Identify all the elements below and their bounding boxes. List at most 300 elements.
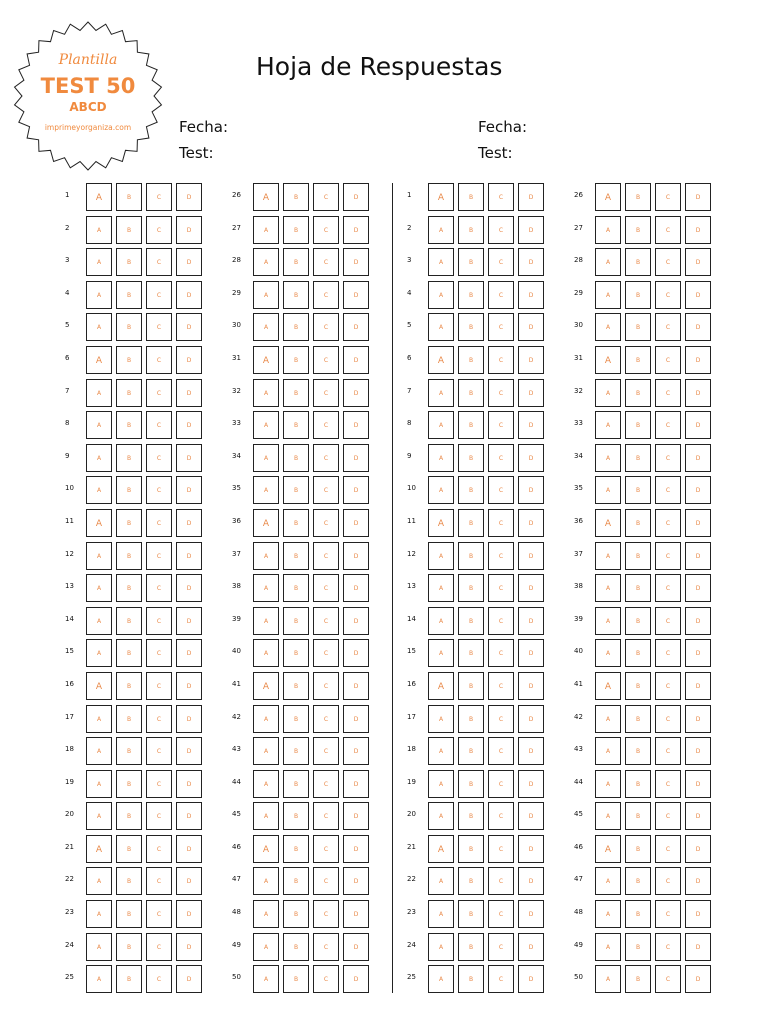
option-box-a[interactable]: A: [253, 770, 279, 798]
option-box-c[interactable]: C: [146, 476, 172, 504]
option-box-b[interactable]: B: [116, 379, 142, 407]
option-box-c[interactable]: C: [655, 281, 681, 309]
option-box-b[interactable]: B: [283, 705, 309, 733]
option-box-a[interactable]: A: [428, 379, 454, 407]
option-box-c[interactable]: C: [313, 313, 339, 341]
option-box-a[interactable]: A: [595, 835, 621, 863]
option-box-d[interactable]: D: [176, 281, 202, 309]
option-box-c[interactable]: C: [655, 183, 681, 211]
option-box-c[interactable]: C: [146, 933, 172, 961]
option-box-b[interactable]: B: [116, 444, 142, 472]
option-box-b[interactable]: B: [116, 476, 142, 504]
option-box-a[interactable]: A: [428, 607, 454, 635]
option-box-b[interactable]: B: [458, 281, 484, 309]
option-box-b[interactable]: B: [116, 313, 142, 341]
option-box-c[interactable]: C: [488, 672, 514, 700]
option-box-b[interactable]: B: [458, 183, 484, 211]
option-box-a[interactable]: A: [428, 737, 454, 765]
option-box-a[interactable]: A: [428, 444, 454, 472]
option-box-a[interactable]: A: [595, 542, 621, 570]
option-box-a[interactable]: A: [86, 737, 112, 765]
option-box-b[interactable]: B: [116, 965, 142, 993]
option-box-c[interactable]: C: [313, 542, 339, 570]
option-box-d[interactable]: D: [343, 379, 369, 407]
option-box-a[interactable]: A: [428, 933, 454, 961]
option-box-c[interactable]: C: [146, 509, 172, 537]
option-box-c[interactable]: C: [146, 607, 172, 635]
option-box-d[interactable]: D: [685, 313, 711, 341]
option-box-b[interactable]: B: [283, 835, 309, 863]
option-box-c[interactable]: C: [655, 411, 681, 439]
option-box-b[interactable]: B: [283, 281, 309, 309]
option-box-a[interactable]: A: [595, 379, 621, 407]
option-box-d[interactable]: D: [518, 542, 544, 570]
option-box-a[interactable]: A: [86, 900, 112, 928]
option-box-b[interactable]: B: [458, 411, 484, 439]
option-box-c[interactable]: C: [146, 444, 172, 472]
option-box-b[interactable]: B: [625, 705, 651, 733]
option-box-a[interactable]: A: [428, 965, 454, 993]
option-box-b[interactable]: B: [458, 346, 484, 374]
option-box-b[interactable]: B: [458, 737, 484, 765]
option-box-b[interactable]: B: [116, 705, 142, 733]
option-box-a[interactable]: A: [428, 705, 454, 733]
option-box-d[interactable]: D: [518, 574, 544, 602]
option-box-c[interactable]: C: [655, 346, 681, 374]
option-box-c[interactable]: C: [488, 281, 514, 309]
option-box-c[interactable]: C: [488, 509, 514, 537]
option-box-a[interactable]: A: [595, 509, 621, 537]
option-box-c[interactable]: C: [488, 639, 514, 667]
option-box-c[interactable]: C: [655, 900, 681, 928]
option-box-d[interactable]: D: [343, 705, 369, 733]
option-box-b[interactable]: B: [625, 248, 651, 276]
option-box-c[interactable]: C: [313, 346, 339, 374]
option-box-d[interactable]: D: [343, 965, 369, 993]
option-box-c[interactable]: C: [146, 672, 172, 700]
option-box-c[interactable]: C: [655, 476, 681, 504]
option-box-b[interactable]: B: [283, 802, 309, 830]
option-box-d[interactable]: D: [685, 639, 711, 667]
option-box-d[interactable]: D: [518, 216, 544, 244]
option-box-a[interactable]: A: [595, 900, 621, 928]
option-box-b[interactable]: B: [116, 835, 142, 863]
option-box-b[interactable]: B: [625, 802, 651, 830]
option-box-d[interactable]: D: [176, 900, 202, 928]
option-box-c[interactable]: C: [655, 509, 681, 537]
option-box-a[interactable]: A: [428, 542, 454, 570]
option-box-d[interactable]: D: [343, 672, 369, 700]
option-box-a[interactable]: A: [428, 183, 454, 211]
option-box-a[interactable]: A: [86, 672, 112, 700]
option-box-b[interactable]: B: [458, 770, 484, 798]
option-box-d[interactable]: D: [685, 542, 711, 570]
option-box-b[interactable]: B: [116, 183, 142, 211]
option-box-d[interactable]: D: [343, 281, 369, 309]
option-box-d[interactable]: D: [685, 248, 711, 276]
option-box-d[interactable]: D: [685, 802, 711, 830]
option-box-a[interactable]: A: [253, 542, 279, 570]
option-box-c[interactable]: C: [655, 444, 681, 472]
option-box-b[interactable]: B: [458, 705, 484, 733]
option-box-c[interactable]: C: [488, 313, 514, 341]
option-box-a[interactable]: A: [595, 574, 621, 602]
option-box-c[interactable]: C: [146, 248, 172, 276]
option-box-b[interactable]: B: [116, 248, 142, 276]
option-box-c[interactable]: C: [488, 705, 514, 733]
option-box-b[interactable]: B: [116, 770, 142, 798]
option-box-b[interactable]: B: [458, 476, 484, 504]
option-box-a[interactable]: A: [86, 281, 112, 309]
option-box-d[interactable]: D: [176, 346, 202, 374]
option-box-d[interactable]: D: [176, 444, 202, 472]
option-box-a[interactable]: A: [253, 281, 279, 309]
option-box-d[interactable]: D: [518, 705, 544, 733]
option-box-a[interactable]: A: [428, 346, 454, 374]
option-box-a[interactable]: A: [253, 379, 279, 407]
option-box-d[interactable]: D: [518, 933, 544, 961]
option-box-a[interactable]: A: [595, 737, 621, 765]
option-box-c[interactable]: C: [655, 965, 681, 993]
option-box-a[interactable]: A: [595, 183, 621, 211]
option-box-b[interactable]: B: [625, 639, 651, 667]
option-box-a[interactable]: A: [253, 411, 279, 439]
option-box-b[interactable]: B: [625, 411, 651, 439]
option-box-c[interactable]: C: [313, 248, 339, 276]
option-box-c[interactable]: C: [146, 639, 172, 667]
option-box-a[interactable]: A: [595, 802, 621, 830]
option-box-a[interactable]: A: [253, 313, 279, 341]
option-box-c[interactable]: C: [655, 705, 681, 733]
option-box-b[interactable]: B: [458, 509, 484, 537]
option-box-a[interactable]: A: [253, 509, 279, 537]
option-box-a[interactable]: A: [86, 476, 112, 504]
option-box-d[interactable]: D: [176, 216, 202, 244]
option-box-a[interactable]: A: [595, 313, 621, 341]
option-box-b[interactable]: B: [625, 216, 651, 244]
option-box-b[interactable]: B: [283, 183, 309, 211]
option-box-a[interactable]: A: [253, 900, 279, 928]
option-box-d[interactable]: D: [343, 411, 369, 439]
option-box-d[interactable]: D: [176, 313, 202, 341]
option-box-c[interactable]: C: [146, 574, 172, 602]
option-box-d[interactable]: D: [685, 900, 711, 928]
option-box-a[interactable]: A: [428, 639, 454, 667]
option-box-c[interactable]: C: [488, 542, 514, 570]
option-box-b[interactable]: B: [458, 933, 484, 961]
option-box-d[interactable]: D: [343, 313, 369, 341]
option-box-a[interactable]: A: [253, 737, 279, 765]
option-box-d[interactable]: D: [343, 835, 369, 863]
option-box-c[interactable]: C: [488, 867, 514, 895]
option-box-d[interactable]: D: [343, 476, 369, 504]
option-box-c[interactable]: C: [313, 574, 339, 602]
option-box-d[interactable]: D: [518, 835, 544, 863]
option-box-a[interactable]: A: [428, 248, 454, 276]
option-box-d[interactable]: D: [176, 639, 202, 667]
option-box-d[interactable]: D: [343, 216, 369, 244]
option-box-b[interactable]: B: [116, 346, 142, 374]
option-box-a[interactable]: A: [428, 672, 454, 700]
option-box-c[interactable]: C: [488, 411, 514, 439]
option-box-a[interactable]: A: [428, 313, 454, 341]
option-box-d[interactable]: D: [343, 248, 369, 276]
option-box-b[interactable]: B: [458, 835, 484, 863]
option-box-d[interactable]: D: [518, 672, 544, 700]
option-box-c[interactable]: C: [313, 639, 339, 667]
option-box-a[interactable]: A: [595, 444, 621, 472]
option-box-c[interactable]: C: [488, 965, 514, 993]
option-box-a[interactable]: A: [86, 379, 112, 407]
option-box-b[interactable]: B: [116, 900, 142, 928]
option-box-c[interactable]: C: [146, 281, 172, 309]
option-box-b[interactable]: B: [625, 509, 651, 537]
option-box-c[interactable]: C: [313, 444, 339, 472]
option-box-d[interactable]: D: [176, 705, 202, 733]
option-box-b[interactable]: B: [116, 281, 142, 309]
option-box-a[interactable]: A: [86, 346, 112, 374]
option-box-a[interactable]: A: [86, 835, 112, 863]
option-box-c[interactable]: C: [655, 933, 681, 961]
option-box-a[interactable]: A: [595, 965, 621, 993]
option-box-b[interactable]: B: [458, 444, 484, 472]
option-box-c[interactable]: C: [655, 835, 681, 863]
option-box-d[interactable]: D: [685, 411, 711, 439]
option-box-d[interactable]: D: [518, 411, 544, 439]
option-box-c[interactable]: C: [146, 346, 172, 374]
option-box-c[interactable]: C: [146, 705, 172, 733]
option-box-b[interactable]: B: [625, 281, 651, 309]
option-box-a[interactable]: A: [253, 705, 279, 733]
option-box-d[interactable]: D: [176, 737, 202, 765]
option-box-c[interactable]: C: [146, 770, 172, 798]
option-box-c[interactable]: C: [488, 476, 514, 504]
option-box-d[interactable]: D: [343, 346, 369, 374]
option-box-a[interactable]: A: [253, 672, 279, 700]
option-box-c[interactable]: C: [313, 770, 339, 798]
option-box-c[interactable]: C: [488, 248, 514, 276]
option-box-c[interactable]: C: [655, 379, 681, 407]
option-box-a[interactable]: A: [428, 411, 454, 439]
option-box-c[interactable]: C: [146, 313, 172, 341]
option-box-c[interactable]: C: [146, 379, 172, 407]
option-box-d[interactable]: D: [343, 509, 369, 537]
option-box-a[interactable]: A: [253, 639, 279, 667]
option-box-d[interactable]: D: [518, 444, 544, 472]
option-box-d[interactable]: D: [176, 672, 202, 700]
option-box-b[interactable]: B: [458, 574, 484, 602]
option-box-d[interactable]: D: [685, 770, 711, 798]
option-box-a[interactable]: A: [428, 835, 454, 863]
option-box-d[interactable]: D: [518, 379, 544, 407]
option-box-c[interactable]: C: [488, 802, 514, 830]
option-box-b[interactable]: B: [625, 965, 651, 993]
option-box-a[interactable]: A: [86, 867, 112, 895]
option-box-b[interactable]: B: [283, 574, 309, 602]
option-box-c[interactable]: C: [313, 183, 339, 211]
option-box-b[interactable]: B: [116, 542, 142, 570]
option-box-b[interactable]: B: [625, 183, 651, 211]
option-box-a[interactable]: A: [86, 639, 112, 667]
option-box-c[interactable]: C: [488, 835, 514, 863]
option-box-c[interactable]: C: [655, 672, 681, 700]
option-box-a[interactable]: A: [595, 639, 621, 667]
option-box-b[interactable]: B: [625, 444, 651, 472]
option-box-c[interactable]: C: [655, 802, 681, 830]
option-box-d[interactable]: D: [176, 802, 202, 830]
option-box-d[interactable]: D: [176, 379, 202, 407]
option-box-d[interactable]: D: [176, 965, 202, 993]
option-box-c[interactable]: C: [488, 379, 514, 407]
option-box-a[interactable]: A: [595, 607, 621, 635]
option-box-c[interactable]: C: [313, 607, 339, 635]
option-box-b[interactable]: B: [283, 379, 309, 407]
option-box-a[interactable]: A: [428, 574, 454, 602]
option-box-d[interactable]: D: [176, 476, 202, 504]
option-box-a[interactable]: A: [595, 346, 621, 374]
option-box-d[interactable]: D: [518, 639, 544, 667]
option-box-c[interactable]: C: [313, 672, 339, 700]
option-box-d[interactable]: D: [176, 607, 202, 635]
option-box-b[interactable]: B: [625, 835, 651, 863]
option-box-c[interactable]: C: [146, 411, 172, 439]
option-box-d[interactable]: D: [343, 444, 369, 472]
option-box-d[interactable]: D: [176, 933, 202, 961]
option-box-c[interactable]: C: [655, 313, 681, 341]
option-box-d[interactable]: D: [685, 672, 711, 700]
option-box-c[interactable]: C: [146, 802, 172, 830]
option-box-d[interactable]: D: [176, 574, 202, 602]
option-box-b[interactable]: B: [116, 867, 142, 895]
option-box-c[interactable]: C: [655, 542, 681, 570]
option-box-d[interactable]: D: [343, 867, 369, 895]
option-box-a[interactable]: A: [86, 542, 112, 570]
option-box-d[interactable]: D: [343, 900, 369, 928]
option-box-a[interactable]: A: [595, 248, 621, 276]
option-box-c[interactable]: C: [146, 835, 172, 863]
option-box-b[interactable]: B: [283, 476, 309, 504]
option-box-a[interactable]: A: [253, 607, 279, 635]
option-box-b[interactable]: B: [283, 770, 309, 798]
option-box-a[interactable]: A: [253, 933, 279, 961]
option-box-c[interactable]: C: [313, 509, 339, 537]
option-box-a[interactable]: A: [253, 183, 279, 211]
option-box-d[interactable]: D: [685, 607, 711, 635]
option-box-a[interactable]: A: [595, 867, 621, 895]
option-box-b[interactable]: B: [283, 346, 309, 374]
option-box-c[interactable]: C: [313, 705, 339, 733]
option-box-d[interactable]: D: [685, 867, 711, 895]
option-box-d[interactable]: D: [685, 346, 711, 374]
option-box-a[interactable]: A: [253, 835, 279, 863]
option-box-b[interactable]: B: [458, 639, 484, 667]
option-box-b[interactable]: B: [283, 737, 309, 765]
option-box-b[interactable]: B: [283, 216, 309, 244]
option-box-b[interactable]: B: [458, 542, 484, 570]
option-box-d[interactable]: D: [176, 867, 202, 895]
option-box-b[interactable]: B: [458, 216, 484, 244]
option-box-a[interactable]: A: [86, 444, 112, 472]
option-box-b[interactable]: B: [625, 346, 651, 374]
option-box-a[interactable]: A: [595, 705, 621, 733]
option-box-a[interactable]: A: [253, 867, 279, 895]
option-box-a[interactable]: A: [86, 705, 112, 733]
option-box-b[interactable]: B: [458, 965, 484, 993]
option-box-d[interactable]: D: [343, 737, 369, 765]
option-box-b[interactable]: B: [625, 867, 651, 895]
option-box-a[interactable]: A: [428, 216, 454, 244]
option-box-a[interactable]: A: [86, 770, 112, 798]
option-box-c[interactable]: C: [655, 216, 681, 244]
option-box-b[interactable]: B: [458, 867, 484, 895]
option-box-b[interactable]: B: [116, 639, 142, 667]
option-box-a[interactable]: A: [428, 802, 454, 830]
option-box-a[interactable]: A: [428, 867, 454, 895]
option-box-d[interactable]: D: [685, 705, 711, 733]
option-box-d[interactable]: D: [176, 248, 202, 276]
option-box-d[interactable]: D: [343, 607, 369, 635]
option-box-d[interactable]: D: [685, 476, 711, 504]
option-box-d[interactable]: D: [518, 346, 544, 374]
option-box-b[interactable]: B: [283, 607, 309, 635]
option-box-c[interactable]: C: [488, 770, 514, 798]
option-box-b[interactable]: B: [458, 379, 484, 407]
option-box-d[interactable]: D: [685, 281, 711, 309]
option-box-a[interactable]: A: [253, 216, 279, 244]
option-box-d[interactable]: D: [343, 639, 369, 667]
option-box-a[interactable]: A: [253, 444, 279, 472]
option-box-c[interactable]: C: [313, 900, 339, 928]
option-box-d[interactable]: D: [685, 737, 711, 765]
option-box-d[interactable]: D: [685, 835, 711, 863]
option-box-c[interactable]: C: [313, 933, 339, 961]
option-box-a[interactable]: A: [595, 933, 621, 961]
option-box-b[interactable]: B: [625, 313, 651, 341]
option-box-b[interactable]: B: [283, 248, 309, 276]
option-box-a[interactable]: A: [253, 346, 279, 374]
option-box-a[interactable]: A: [86, 574, 112, 602]
option-box-b[interactable]: B: [283, 639, 309, 667]
option-box-a[interactable]: A: [595, 411, 621, 439]
option-box-d[interactable]: D: [518, 248, 544, 276]
option-box-b[interactable]: B: [283, 867, 309, 895]
option-box-d[interactable]: D: [518, 281, 544, 309]
option-box-d[interactable]: D: [518, 900, 544, 928]
option-box-c[interactable]: C: [488, 346, 514, 374]
option-box-d[interactable]: D: [343, 802, 369, 830]
option-box-d[interactable]: D: [176, 835, 202, 863]
option-box-c[interactable]: C: [313, 835, 339, 863]
option-box-a[interactable]: A: [86, 607, 112, 635]
option-box-d[interactable]: D: [518, 183, 544, 211]
option-box-d[interactable]: D: [518, 607, 544, 635]
option-box-a[interactable]: A: [86, 216, 112, 244]
option-box-b[interactable]: B: [116, 509, 142, 537]
option-box-b[interactable]: B: [458, 248, 484, 276]
option-box-d[interactable]: D: [685, 216, 711, 244]
option-box-b[interactable]: B: [116, 737, 142, 765]
option-box-c[interactable]: C: [655, 639, 681, 667]
option-box-c[interactable]: C: [655, 248, 681, 276]
option-box-c[interactable]: C: [313, 802, 339, 830]
option-box-d[interactable]: D: [518, 313, 544, 341]
option-box-c[interactable]: C: [146, 216, 172, 244]
option-box-d[interactable]: D: [518, 867, 544, 895]
option-box-b[interactable]: B: [625, 672, 651, 700]
option-box-d[interactable]: D: [518, 802, 544, 830]
option-box-c[interactable]: C: [313, 411, 339, 439]
option-box-d[interactable]: D: [176, 509, 202, 537]
